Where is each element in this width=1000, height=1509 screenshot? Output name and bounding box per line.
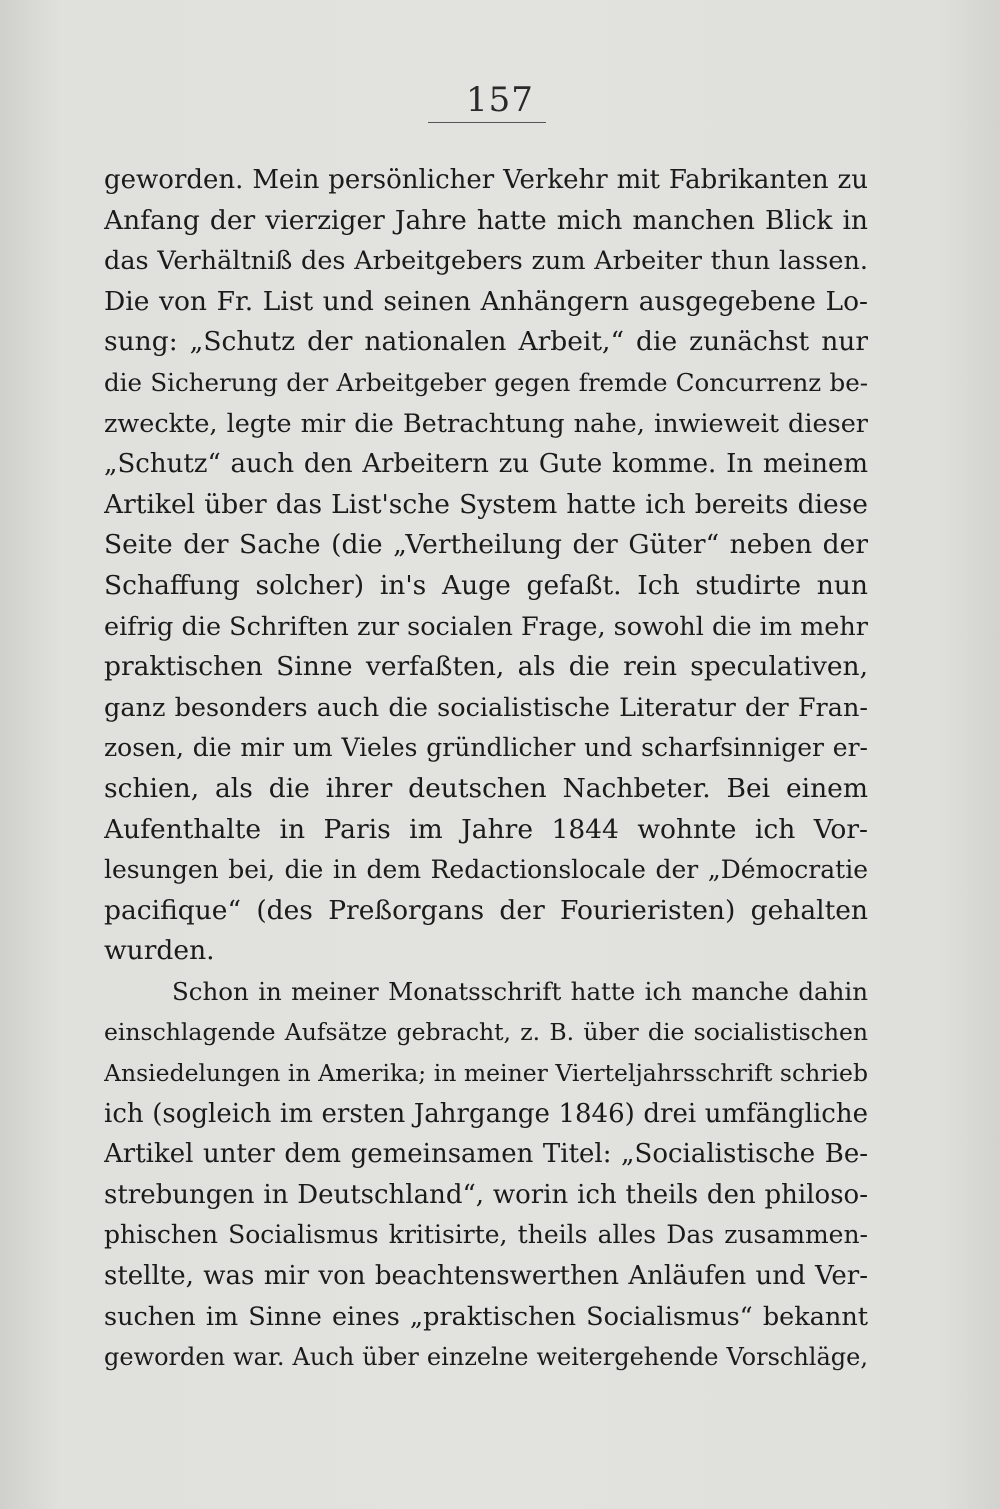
text-line: ganz besonders auch die socialistische Literatur der Fran- bbox=[104, 692, 868, 723]
text-line: Schaffung solcher) in's Auge gefaßt. Ich studirte nun bbox=[104, 569, 868, 601]
text-line: Aufenthalte in Paris im Jahre 1844 wohnte ich Vor- bbox=[104, 813, 868, 845]
text-line: geworden war. Auch über einzelne weitergehende Vorschläge, bbox=[104, 1343, 868, 1372]
text-line: Die von Fr. List und seinen Anhängern ausgegebene Lo- bbox=[104, 285, 868, 317]
text-line: sung: „Schutz der nationalen Arbeit,“ die zunächst nur bbox=[104, 326, 868, 358]
text-line: schien, als die ihrer deutschen Nachbeter. Bei einem bbox=[104, 772, 868, 804]
text-line: lesungen bei, die in dem Redactionslocale der „Démocratie bbox=[104, 855, 868, 885]
text-line: Seite der Sache (die „Vertheilung der Güter“ neben der bbox=[104, 529, 868, 561]
text-line: Ansiedelungen in Amerika; in meiner Vierteljahrsschrift schrieb bbox=[104, 1059, 868, 1088]
text-line: suchen im Sinne eines „praktischen Socialismus“ bekannt bbox=[104, 1301, 868, 1332]
text-line: stellte, was mir von beachtenswerthen Anläufen und Ver- bbox=[104, 1261, 868, 1292]
paragraph-1 bbox=[104, 160, 868, 972]
text-line: einschlagende Aufsätze gebracht, z. B. über die socialistischen bbox=[104, 1018, 868, 1047]
text-line: ich (sogleich im ersten Jahrgange 1846) drei umfängliche bbox=[104, 1098, 868, 1129]
text-line: Anfang der vierziger Jahre hatte mich manchen Blick in bbox=[104, 204, 868, 236]
text-line: Artikel über das List'sche System hatte ich bereits diese bbox=[104, 488, 868, 520]
page-number: 157 bbox=[466, 80, 534, 120]
text-line: strebungen in Deutschland“, worin ich theils den philoso- bbox=[104, 1179, 868, 1210]
header-rule bbox=[428, 122, 546, 123]
text-line: pacifique“ (des Preßorgans der Fourieristen) gehalten bbox=[104, 894, 868, 926]
text-line: praktischen Sinne verfaßten, als die rein speculativen, bbox=[104, 651, 868, 683]
text-line: eifrig die Schriften zur socialen Frage, sowohl die im mehr bbox=[104, 611, 868, 642]
body-text bbox=[104, 160, 868, 1378]
text-line: die Sicherung der Arbeitgeber gegen fremde Concurrenz be- bbox=[104, 367, 868, 397]
text-line: zosen, die mir um Vieles gründlicher und scharfsinniger er- bbox=[104, 733, 868, 763]
text-line: geworden. Mein persönlicher Verkehr mit Fabrikanten zu bbox=[104, 165, 868, 195]
text-line: phischen Socialismus kritisirte, theils alles Das zusammen- bbox=[104, 1220, 868, 1250]
text-line: Schon in meiner Monatsschrift hatte ich manche dahin bbox=[172, 976, 868, 1006]
text-line: Artikel unter dem gemeinsamen Titel: „Socialistische Be- bbox=[104, 1139, 868, 1170]
text-line: „Schutz“ auch den Arbeitern zu Gute komme. In meinem bbox=[104, 449, 868, 480]
text-line: das Verhältniß des Arbeitgebers zum Arbeiter thun lassen. bbox=[104, 246, 868, 277]
text-line: zweckte, legte mir die Betrachtung nahe, inwieweit dieser bbox=[104, 408, 868, 439]
text-line: wurden. bbox=[104, 935, 215, 967]
paragraph-2 bbox=[104, 972, 868, 1378]
